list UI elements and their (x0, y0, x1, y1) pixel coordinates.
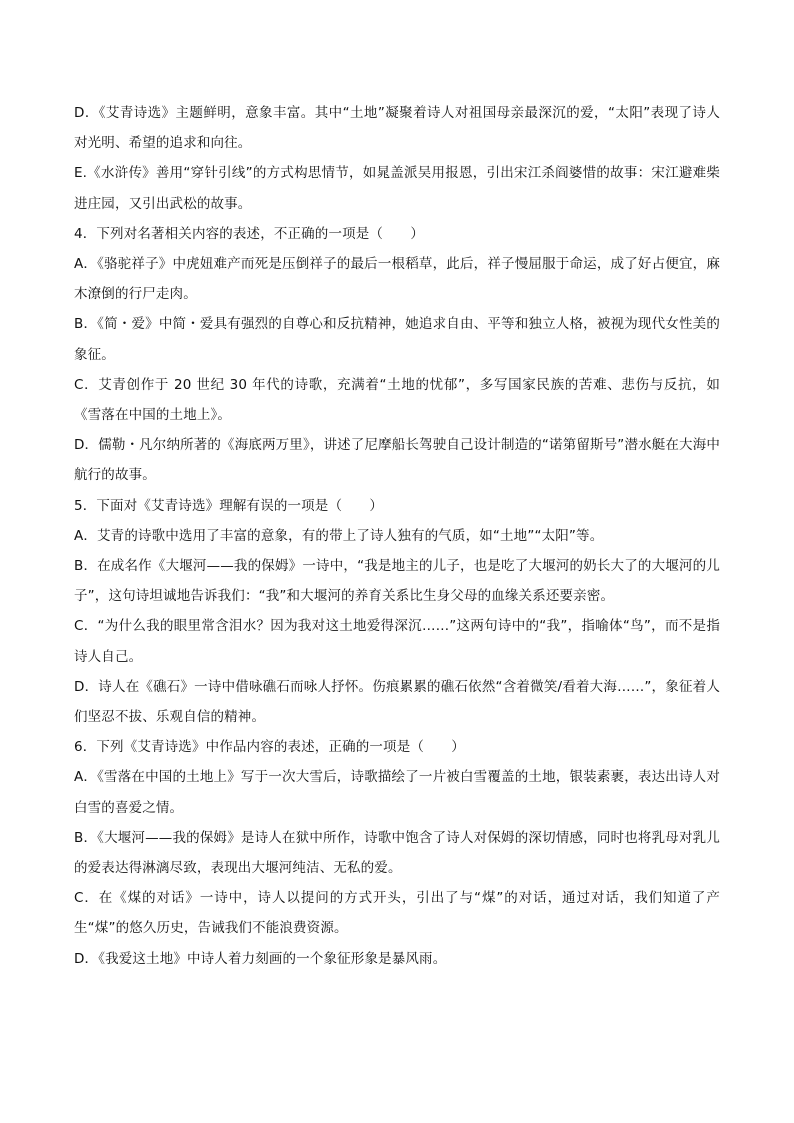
option-paragraph: D．儒勒・凡尔纳所著的《海底两万里》，讲述了尼摩船长驾驶自己设计制造的“诺第留斯号”潜水艇在大海中航行的故事。 (74, 437, 720, 484)
option-paragraph: C．艾青创作于 20 世纪 30 年代的诗歌，充满着“土地的忧郁”，多写国家民族的苦难、悲伤与反抗，如《雪落在中国的土地上》。 (74, 376, 720, 424)
option-paragraph: A．《雪落在中国的土地上》写于一次大雪后，诗歌描绘了一片被白雪覆盖的土地，银装素裹，表达出诗人对白雪的喜爱之情。 (74, 769, 720, 816)
option-paragraph: D．《艾青诗选》主题鲜明，意象丰富。其中“土地”凝聚着诗人对祖国母亲最深沉的爱，“太阳”表现了诗人对光明、希望的追求和向往。 (74, 105, 720, 152)
option-paragraph: B．在成名作《大堰河——我的保姆》一诗中，“我是地主的儿子，也是吃了大堰河的奶长大了的大堰河的儿子”，这句诗坦诚地告诉我们：“我”和大堰河的养育关系比生身父母的血缘关系还要亲密。 (74, 558, 720, 605)
option-paragraph: D．诗人在《礁石》一诗中借咏礁石而咏人抒怀。伤痕累累的礁石依然“含着微笑/看着大海……”，象征着人们坚忍不拔、乐观自信的精神。 (74, 678, 720, 726)
option-paragraph: D．《我爱这土地》中诗人着力刻画的一个象征形象是暴风雨。 (74, 950, 447, 967)
option-paragraph: A．《骆驼祥子》中虎妞难产而死是压倒祥子的最后一根稻草，此后，祥子慢屈服于命运，成了好占便宜，麻木潦倒的行尸走肉。 (74, 256, 720, 303)
option-paragraph: A．艾青的诗歌中选用了丰富的意象，有的带上了诗人独有的气质，如“土地”“太阳”等。 (74, 527, 604, 544)
option-paragraph: C．“为什么我的眼里常含泪水？因为我对这土地爱得深沉……”这两句诗中的“我”，指喻体“鸟”，而不是指诗人自己。 (74, 618, 720, 665)
option-paragraph: B．《大堰河——我的保姆》是诗人在狱中所作，诗歌中饱含了诗人对保姆的深切情感，同时也将乳母对乳儿的爱表达得淋漓尽致，表现出大堰河纯洁、无私的爱。 (74, 829, 720, 877)
question-heading: 4．下列对名著相关内容的表述，不正确的一项是（ ） (74, 225, 424, 242)
option-paragraph: B．《简・爱》中简・爱具有强烈的自尊心和反抗精神，她追求自由、平等和独立人格，被视为现代女性美的象征。 (74, 316, 720, 363)
question-heading: 6．下列《艾青诗选》中作品内容的表述，正确的一项是（ ） (74, 739, 465, 756)
option-paragraph: C．在《煤的对话》一诗中，诗人以提问的方式开头，引出了与“煤”的对话，通过对话，我们知道了产生“煤”的悠久历史，告诫我们不能浪费资源。 (74, 890, 720, 937)
document-body (74, 98, 720, 974)
option-paragraph: E.《水浒传》善用“穿针引线”的方式构思情节，如晁盖派吴用报恩，引出宋江杀阎婆惜的故事：宋江避难柴进庄园，又引出武松的故事。 (74, 165, 720, 212)
question-heading: 5．下面对《艾青诗选》理解有误的一项是（ ） (74, 497, 384, 514)
